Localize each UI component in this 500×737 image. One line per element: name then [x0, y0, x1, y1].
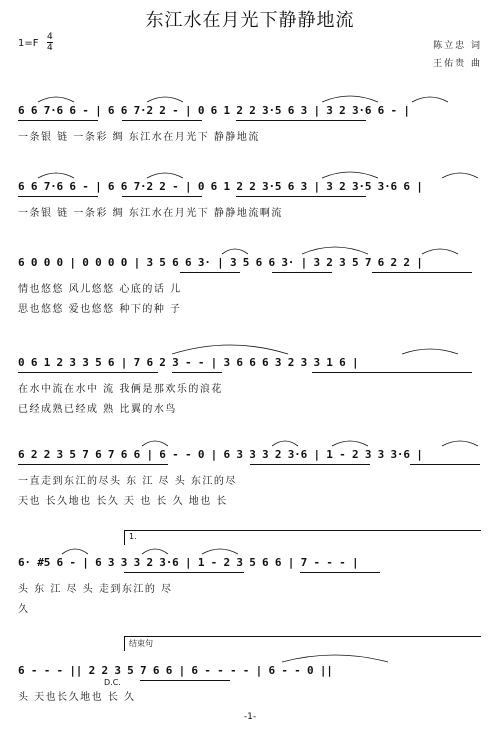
underline: [410, 464, 480, 465]
lyrics-line: 天也 长久地也 长久 天 也 长 久 地也 长: [18, 496, 228, 507]
notation-line: 6 6 7·6 6 - | 6 6 7·2 2 - | 0 6 1 2 2 3·5 6 3 | 3 2 3·6 6 - |: [18, 104, 410, 117]
lyrics-line: 一直走到东江的尽头 东 江 尽 头 东江的尽: [18, 476, 237, 487]
underline: [18, 120, 98, 121]
notation-line: 6 2 2 3 5 7 6 7 6 6 | 6 - - 0 | 6 3 3 3 2 3·6 | 1 - 2 3 3 3·6 |: [18, 448, 423, 461]
lyrics-line: 头 天也长久地也 长 久: [18, 692, 136, 703]
meter-bottom: 4: [47, 43, 53, 53]
slur: [410, 92, 450, 104]
underline: [236, 196, 366, 197]
underline: [300, 572, 380, 573]
underline: [172, 372, 222, 373]
lyrics-line: 在水中流在水中 流 我俩是那欢乐的浪花: [18, 384, 223, 395]
underline: [18, 196, 98, 197]
slur: [145, 92, 185, 104]
slur: [440, 168, 480, 180]
notation-line: 6· #5 6 - | 6 3 3 3 2 3·6 | 1 - 2 3 5 6 6 | 7 - - - |: [18, 556, 359, 569]
meter-top: 4: [47, 32, 53, 42]
underline: [18, 464, 168, 465]
composer-credit: 王佑贵 曲: [433, 59, 482, 69]
lyrics-line: 情也悠悠 风儿悠悠 心底的话 儿: [18, 284, 182, 295]
key-signature: 1=F: [18, 38, 39, 49]
lyrics-line: 已经成熟已经成 熟 比翼的水鸟: [18, 404, 177, 415]
underline: [140, 680, 230, 681]
lyrics-line: 头 东 江 尽 头 走到东江的 尽: [18, 584, 173, 595]
page-title: 东江水在月光下静静地流: [145, 10, 355, 31]
notation-line: 0 6 1 2 3 3 5 6 | 7 6 2 3 - - | 3 6 6 6 3 2 3 3 1 6 |: [18, 356, 359, 369]
slur: [140, 436, 170, 448]
volta-bracket: [124, 530, 481, 545]
slur: [60, 544, 90, 556]
underline: [236, 120, 366, 121]
underline: [124, 572, 244, 573]
lyrics-line: 一条银 链 一条彩 绸 东江水在月光下 静静地流: [18, 132, 260, 143]
slur: [440, 436, 480, 448]
slur: [220, 244, 250, 256]
slur: [36, 168, 76, 180]
lyrics-line: 久: [18, 604, 30, 615]
slur: [330, 436, 370, 448]
notation-line: 6 - - - || 2 2 3 5 7 6 6 | 6 - - - - | 6 - - 0 ||: [18, 664, 333, 677]
underline: [122, 196, 202, 197]
lyricist-credit: 陈立忠 词: [433, 41, 482, 51]
slur: [280, 648, 390, 664]
slur: [300, 240, 370, 256]
slur: [420, 244, 460, 256]
slur: [140, 544, 170, 556]
dc-mark: D.C.: [104, 678, 121, 687]
notation-line: 6 6 7·6 6 - | 6 6 7·2 2 - | 0 6 1 2 2 3·5 6 3 | 3 2 3·5 3·6 6 |: [18, 180, 423, 193]
underline: [18, 372, 158, 373]
page-number: -1-: [243, 712, 257, 722]
lyrics-line: 思也悠悠 爱也悠悠 种下的种 子: [18, 304, 182, 315]
ending-label: 结束句: [129, 639, 153, 648]
notation-line: 6 0 0 0 | 0 0 0 0 | 3 5 6 6 3· | 3 5 6 6 3· | 3 2 3 5 7 6 2 2 |: [18, 256, 423, 269]
underline: [312, 372, 472, 373]
slur: [400, 344, 460, 356]
underline: [250, 464, 370, 465]
slur: [270, 436, 300, 448]
slur: [320, 166, 380, 180]
time-signature: [47, 32, 53, 53]
slur: [200, 544, 240, 556]
underline: [272, 272, 332, 273]
slur: [36, 92, 76, 104]
lyrics-line: 一条银 链 一条彩 绸 东江水在月光下 静静地流啊流: [18, 208, 283, 219]
underline: [180, 272, 240, 273]
underline: [372, 272, 472, 273]
slur: [145, 168, 185, 180]
volta-label: 1.: [129, 532, 137, 541]
slur: [170, 336, 290, 356]
slur: [320, 90, 380, 104]
underline: [122, 120, 202, 121]
